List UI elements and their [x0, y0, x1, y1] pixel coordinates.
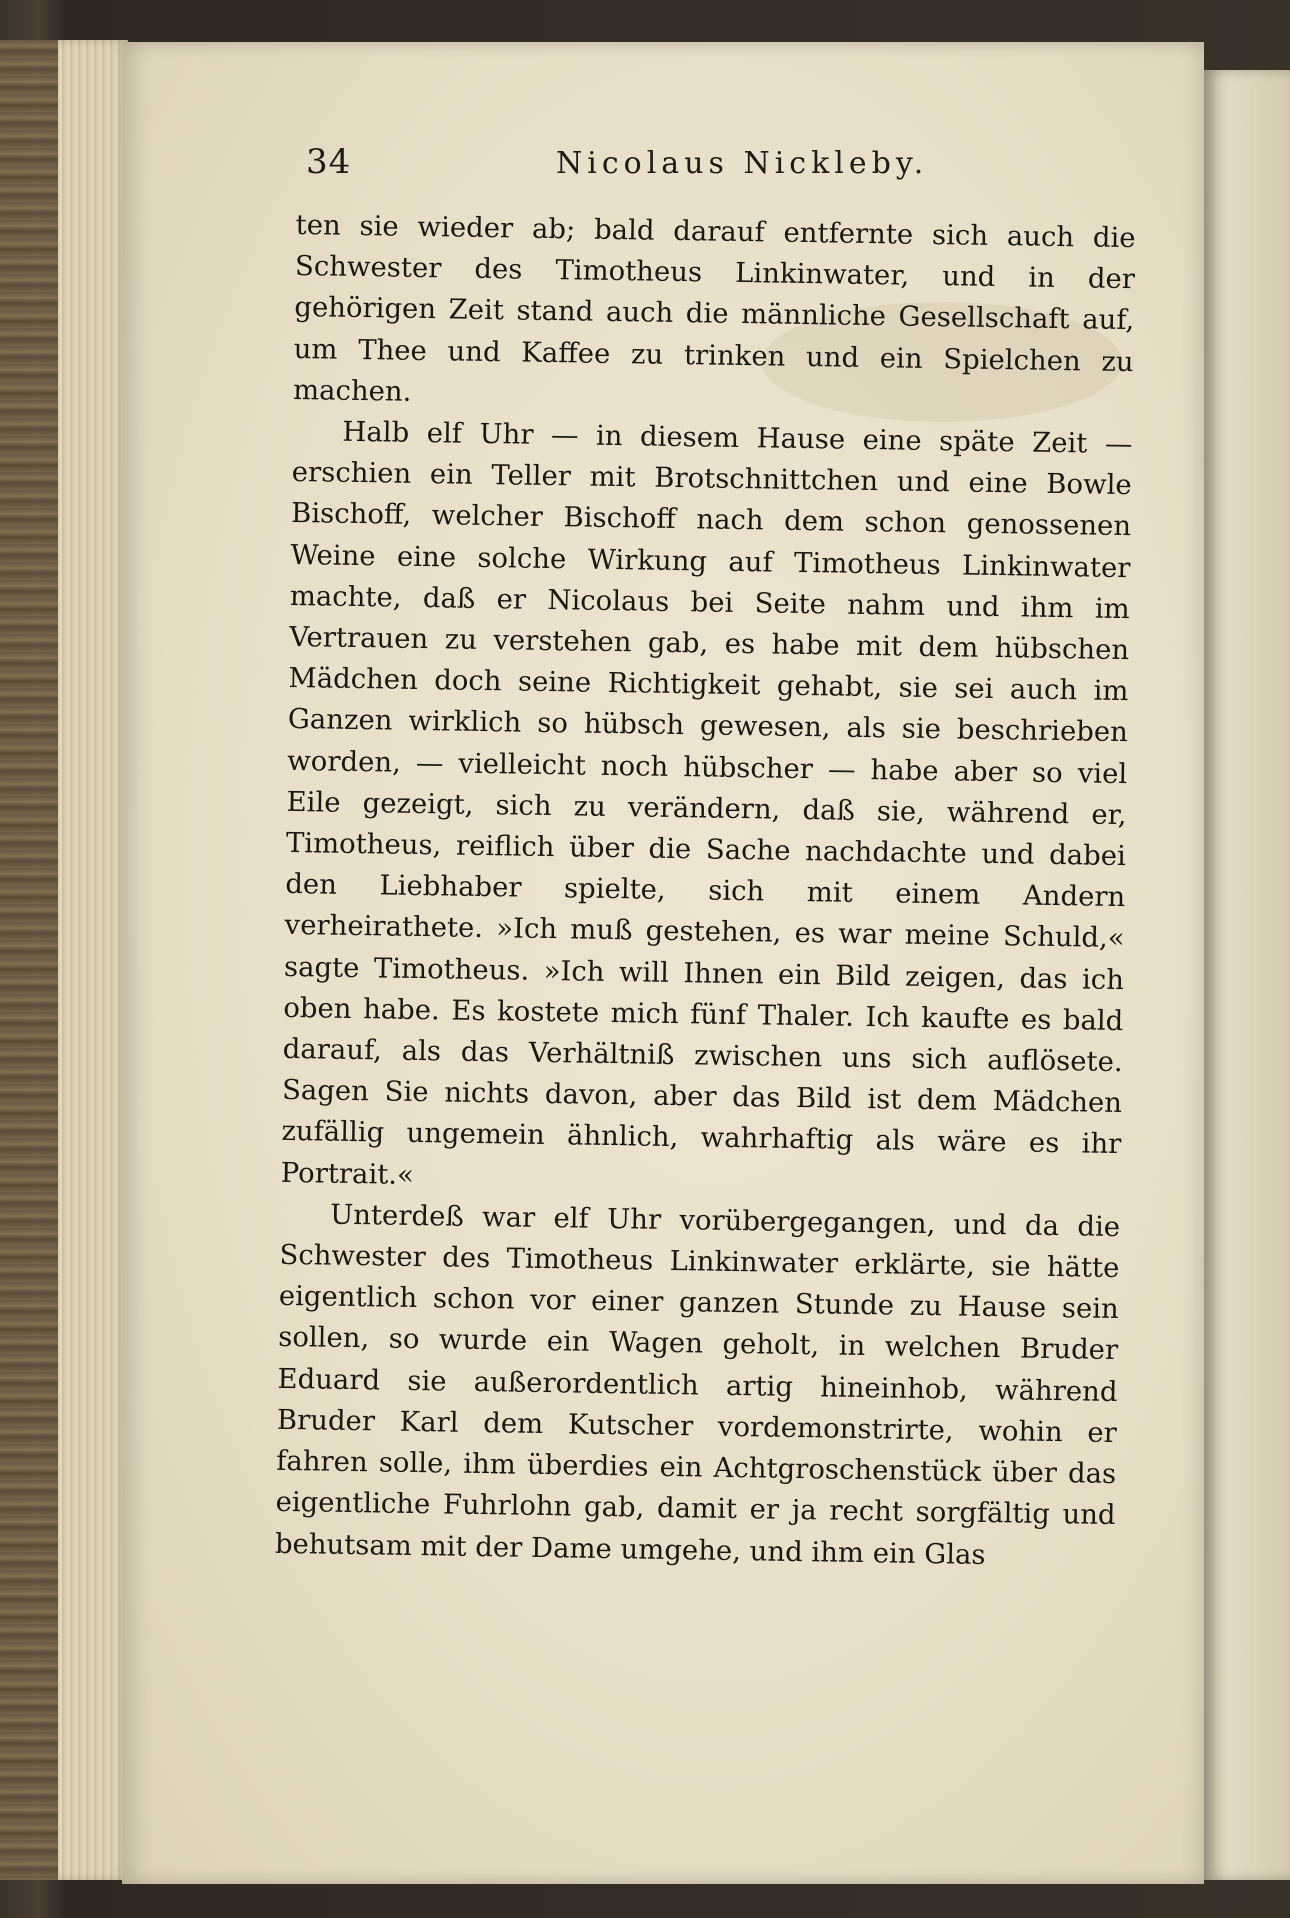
paragraph: Halb elf Uhr — in diesem Hause eine späte Zeit — erschien ein Teller mit Brotschnittchen und eine Bowle Bischoff, welcher Bischoff nach dem schon genossenen Weine eine solche Wirkung auf Timotheus Linkinwater machte, daß er Nicolaus bei Seite nahm und ihm im Vertrauen zu verstehen gab, es habe mit dem hübschen Mädchen doch seine Richtigkeit gehabt, sie sei auch im Ganzen wirklich so hübsch gewesen, als sie beschrieben worden, — vielleicht noch hübscher — habe aber so viel Eile gezeigt, sich zu verändern, daß sie, während er, Timotheus, reiflich über die Sache nachdachte und dabei den Liebhaber spielte, sich mit einem Andern verheirathete. »Ich muß gestehen, es war meine Schuld,« sagte Timotheus. »Ich will Ihnen ein Bild zeigen, das ich oben habe. Es kostete mich fünf Thaler. Ich kaufte es bald darauf, als das Verhältniß zwischen uns sich auflösete. Sagen Sie nichts davon, aber das Bild ist dem Mädchen zufällig ungemein ähnlich, wahrhaftig als wäre es ihr Portrait.« [280, 415, 1133, 1191]
page-number: 34 [306, 142, 352, 182]
paragraph-continued: ten sie wieder ab; bald darauf entfernte sich auch die Schwester des Timotheus Linkinwater, und in der gehörigen Zeit stand auch die männliche Gesellschaft auf, um Thee und Kaffee zu trinken und ein Spielchen zu machen. [292, 208, 1136, 408]
body-text [275, 205, 1136, 1578]
page-header [306, 142, 1156, 192]
next-page-edge [1204, 70, 1290, 1880]
book-binding-edge [0, 40, 62, 1880]
paragraph: Unterdeß war elf Uhr vorübergegangen, und da die Schwester des Timotheus Linkinwater erklärte, sie hätte eigentlich schon vor einer ganzen Stunde zu Hause sein sollen, so wurde ein Wagen geholt, in welchen Bruder Eduard sie außerordentlich artig hineinhob, während Bruder Karl dem Kutscher vordemonstrirte, wohin er fahren solle, ihm überdies ein Achtgroschenstück über das eigentliche Fuhrlohn gab, damit er ja recht sorgfältig und behutsam mit der Dame umgehe, und ihm ein Glas [274, 1198, 1121, 1571]
page-stack-edges [58, 40, 128, 1880]
running-title: Nicolaus Nickleby. [556, 146, 929, 181]
